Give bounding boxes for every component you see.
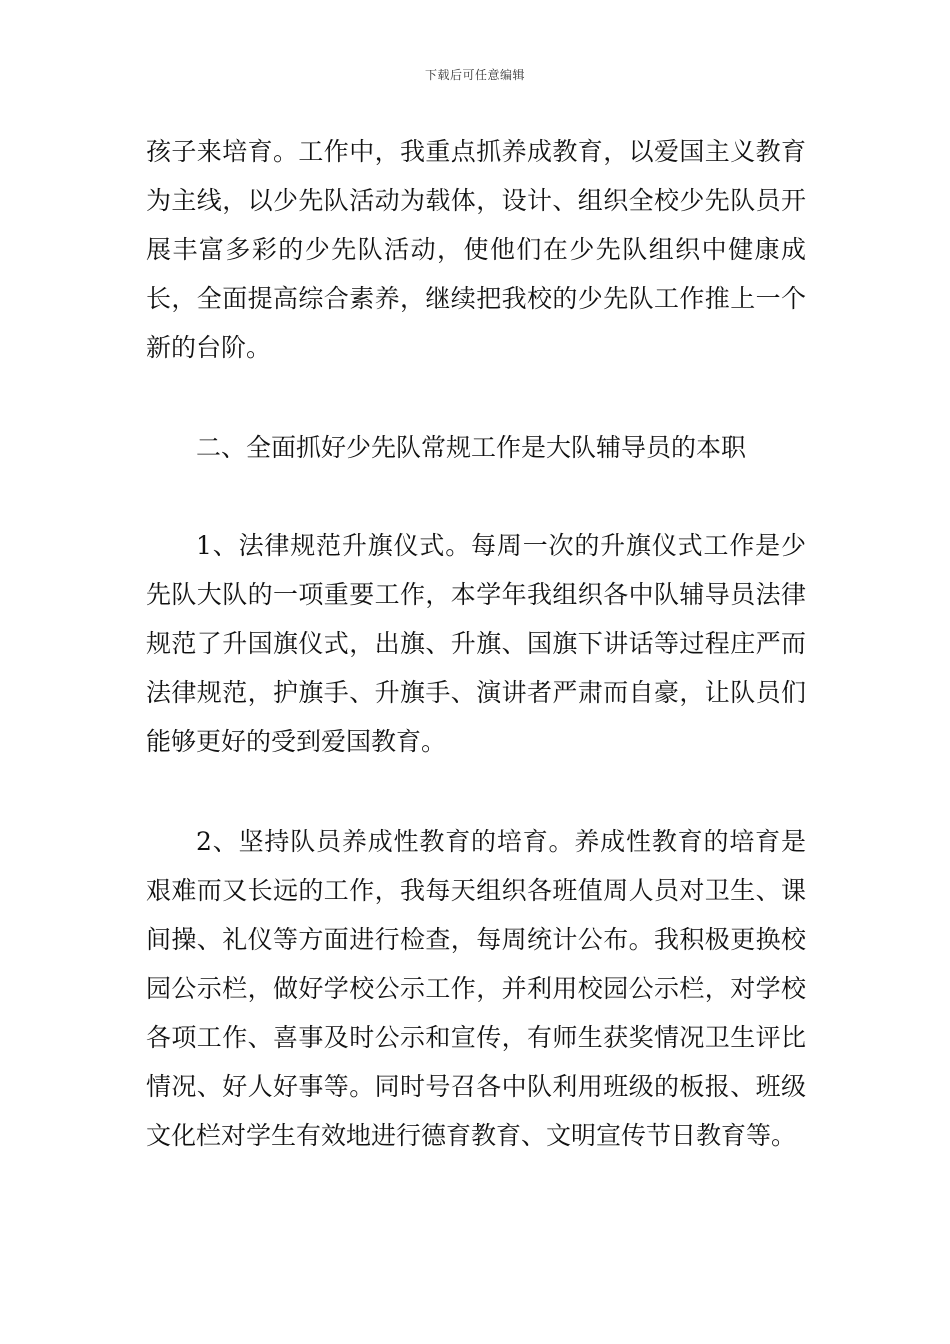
item-1-paragraph: 1、法律规范升旗仪式。每周一次的升旗仪式工作是少先队大队的一项重要工作，本学年我组织各中队辅导员法律规范了升国旗仪式，出旗、升旗、国旗下讲话等过程庄严而法律规范，护旗手、升旗手、演讲者严肃而自豪，让队员们能够更好的受到爱国教育。 (146, 531, 806, 756)
section-heading: 二、全面抓好少先队常规工作是大队辅导员的本职 (196, 433, 747, 462)
paragraph-continuation: 孩子来培育。工作中，我重点抓养成教育，以爱国主义教育为主线，以少先队活动为载体，设计、组织全校少先队员开展丰富多彩的少先队活动，使他们在少先队组织中健康成长，全面提高综合素养，继续把我校的少先队工作推上一个新的台阶。 (146, 137, 806, 362)
section-heading-block (146, 423, 806, 472)
item-2-paragraph: 2、坚持队员养成性教育的培育。养成性教育的培育是艰难而又长远的工作，我每天组织各班值周人员对卫生、课间操、礼仪等方面进行检查，每周统计公布。我积极更换校园公示栏，做好学校公示工作，并利用校园公示栏，对学校各项工作、喜事及时公示和宣传，有师生获奖情况卫生评比情况、好人好事等。同时号召各中队利用班级的板报、班级文化栏对学生有效地进行德育教育、文明宣传节日教育等。 (146, 827, 806, 1150)
item-1-block (146, 521, 806, 766)
item-2-block (146, 817, 806, 1160)
header-note: 下载后可任意编辑 (424, 68, 525, 82)
body-paragraph (146, 127, 806, 372)
